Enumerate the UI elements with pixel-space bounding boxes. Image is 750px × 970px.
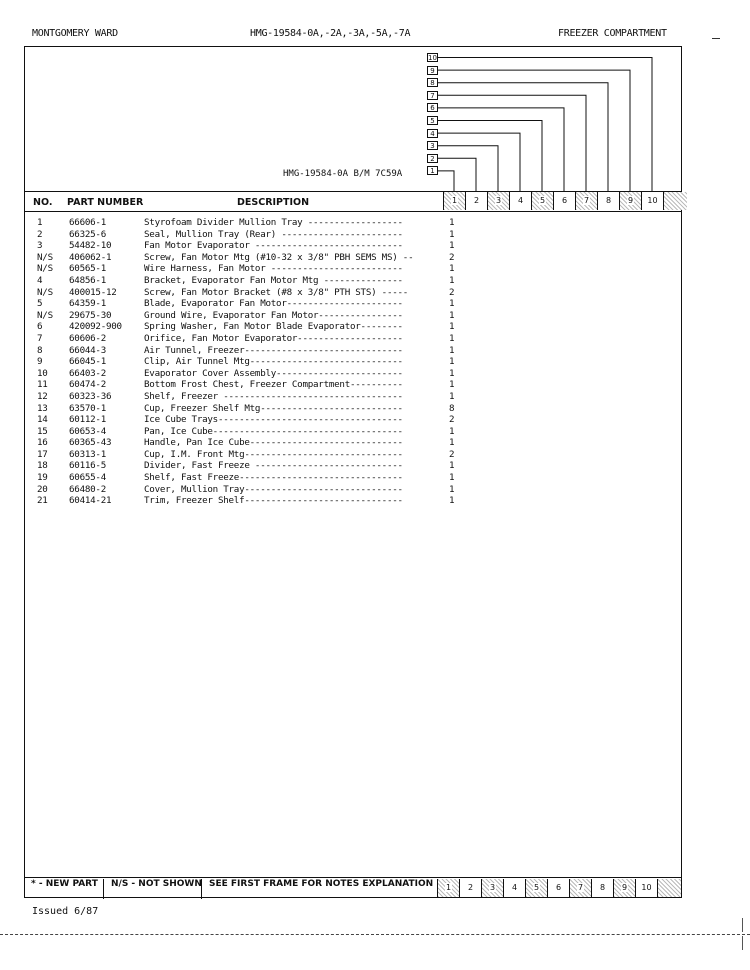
cell-part: 60116-5 — [69, 460, 106, 472]
cell-desc: Ice Cube Trays----------------------------------- — [144, 414, 403, 426]
index-line-4 — [438, 133, 520, 191]
page-bottom-rule — [0, 934, 750, 935]
cell-desc: Air Tunnel, Freezer------------------------------ — [144, 344, 403, 356]
cell-qty: 2 — [449, 251, 455, 263]
cell-qty: 2 — [449, 448, 455, 460]
cell-part: 60414-21 — [69, 495, 112, 507]
cell-desc: Styrofoam Divider Mullion Tray ------------------ — [144, 217, 403, 228]
cell-desc: Clip, Air Tunnel Mtg----------------------------- — [144, 356, 403, 368]
model-columns-bottom — [437, 879, 681, 897]
cell-qty: 1 — [449, 356, 455, 368]
index-line-3 — [438, 146, 498, 191]
cell-desc: Divider, Fast Freeze ---------------------------- — [144, 460, 403, 472]
cell-qty: 1 — [449, 460, 455, 472]
model-column-10: 10 — [635, 879, 657, 897]
cell-no: N/S — [37, 251, 53, 263]
cell-desc: Blade, Evaporator Fan Motor---------------------- — [144, 298, 403, 310]
index-box-6: 6 — [427, 103, 438, 112]
cell-desc: Bottom Frost Chest, Freezer Compartment---------- — [144, 379, 403, 391]
cell-part: 64856-1 — [69, 274, 106, 286]
cell-qty: 1 — [449, 298, 455, 310]
cell-no: 12 — [37, 390, 48, 402]
cell-qty: 1 — [449, 217, 455, 228]
cell-desc: Screw, Fan Motor Mtg (#10-32 x 3/8" PBH SEMS MS) -- — [144, 251, 414, 263]
cell-part: 60112-1 — [69, 414, 106, 426]
cell-no: 21 — [37, 495, 48, 507]
cell-part: 63570-1 — [69, 402, 106, 414]
index-box-2: 2 — [427, 154, 438, 163]
cell-qty: 1 — [449, 332, 455, 344]
cell-part: 406062-1 — [69, 251, 112, 263]
cell-qty: 1 — [449, 321, 455, 333]
cell-no: 6 — [37, 321, 43, 333]
cell-desc: Shelf, Fast Freeze------------------------------- — [144, 472, 403, 484]
cell-desc: Fan Motor Evaporator ---------------------------- — [144, 240, 403, 252]
index-box-7: 7 — [427, 91, 438, 100]
model-column-2: 2 — [459, 879, 481, 897]
margin-mark — [742, 918, 743, 932]
cell-no: 11 — [37, 379, 48, 391]
cell-qty: 1 — [449, 367, 455, 379]
cell-desc: Trim, Freezer Shelf------------------------------ — [144, 495, 403, 507]
cell-qty: 1 — [449, 483, 455, 495]
model-column-4: 4 — [503, 879, 525, 897]
cell-desc: Shelf, Freezer ---------------------------------- — [144, 390, 403, 402]
cell-qty: 2 — [449, 286, 455, 298]
col-header-description: DESCRIPTION — [237, 197, 310, 208]
cell-no: 9 — [37, 356, 43, 368]
model-column-end — [657, 879, 681, 897]
footer-new-part: * - NEW PART — [31, 879, 98, 889]
cell-no: 3 — [37, 240, 43, 252]
model-column-end — [663, 192, 687, 210]
cell-qty: 1 — [449, 344, 455, 356]
cell-part: 66045-1 — [69, 356, 106, 368]
footer-not-shown: N/S - NOT SHOWN — [111, 879, 202, 889]
cell-qty: 2 — [449, 414, 455, 426]
index-line-2 — [438, 158, 476, 191]
cell-no: N/S — [37, 309, 53, 321]
model-column-3: 3 — [487, 192, 509, 210]
cell-qty: 1 — [449, 390, 455, 402]
cell-desc: Ground Wire, Evaporator Fan Motor---------------- — [144, 309, 403, 321]
model-column-6: 6 — [553, 192, 575, 210]
cell-desc: Bracket, Evaporator Fan Motor Mtg --------------- — [144, 274, 403, 286]
index-box-4: 4 — [427, 129, 438, 138]
cell-no: 18 — [37, 460, 48, 472]
cell-no: 19 — [37, 472, 48, 484]
model-column-5: 5 — [531, 192, 553, 210]
index-box-9: 9 — [427, 66, 438, 75]
cell-desc: Evaporator Cover Assembly------------------------ — [144, 367, 403, 379]
index-line-9 — [438, 70, 630, 191]
model-column-9: 9 — [613, 879, 635, 897]
cell-desc: Orifice, Fan Motor Evaporator-------------------- — [144, 332, 403, 344]
corner-mark — [712, 38, 720, 39]
model-column-8: 8 — [591, 879, 613, 897]
cell-part: 60365-43 — [69, 437, 112, 449]
cell-no: 13 — [37, 402, 48, 414]
index-box-1: 1 — [427, 166, 438, 175]
model-column-4: 4 — [509, 192, 531, 210]
cell-qty: 1 — [449, 472, 455, 484]
cell-desc: Spring Washer, Fan Motor Blade Evaporator-------- — [144, 321, 403, 333]
cell-no: 10 — [37, 367, 48, 379]
cell-qty: 1 — [449, 437, 455, 449]
cell-part: 60606-2 — [69, 332, 106, 344]
cell-desc: Handle, Pan Ice Cube----------------------------- — [144, 437, 403, 449]
cell-no: 1 — [37, 217, 43, 228]
cell-desc: Cup, I.M. Front Mtg------------------------------ — [144, 448, 403, 460]
parts-list-frame — [24, 46, 682, 898]
model-column-1: 1 — [437, 879, 459, 897]
model-column-6: 6 — [547, 879, 569, 897]
cell-no: 20 — [37, 483, 48, 495]
model-column-5: 5 — [525, 879, 547, 897]
cell-no: N/S — [37, 263, 53, 275]
cell-qty: 8 — [449, 402, 455, 414]
cell-qty: 1 — [449, 228, 455, 240]
model-label: HMG-19584-0A B/M 7C59A — [283, 169, 403, 179]
cell-qty: 1 — [449, 495, 455, 507]
cell-part: 60655-4 — [69, 472, 106, 484]
model-numbers: HMG-19584-0A,-2A,-3A,-5A,-7A — [250, 28, 411, 39]
index-line-8 — [438, 83, 608, 191]
cell-desc: Screw, Fan Motor Bracket (#8 x 3/8" PTH STS) ----- — [144, 286, 409, 298]
cell-desc: Cup, Freezer Shelf Mtg--------------------------- — [144, 402, 403, 414]
issued-date: Issued 6/87 — [32, 906, 99, 917]
model-columns-top — [443, 192, 687, 210]
cell-part: 60323-36 — [69, 390, 112, 402]
cell-no: 2 — [37, 228, 43, 240]
cell-part: 60653-4 — [69, 425, 106, 437]
cell-no: 14 — [37, 414, 48, 426]
cell-desc: Wire Harness, Fan Motor ------------------------- — [144, 263, 403, 275]
cell-qty: 1 — [449, 379, 455, 391]
model-column-7: 7 — [575, 192, 597, 210]
cell-part: 420092-900 — [69, 321, 122, 333]
cell-part: 60565-1 — [69, 263, 106, 275]
model-column-8: 8 — [597, 192, 619, 210]
index-box-5: 5 — [427, 116, 438, 125]
cell-part: 54482-10 — [69, 240, 112, 252]
cell-no: 15 — [37, 425, 48, 437]
cell-no: 8 — [37, 344, 43, 356]
index-line-10 — [438, 58, 652, 192]
col-header-part-number: PART NUMBER — [67, 197, 144, 208]
cell-qty: 1 — [449, 274, 455, 286]
model-column-10: 10 — [641, 192, 663, 210]
section-title: FREEZER COMPARTMENT — [558, 28, 667, 39]
cell-part: 60313-1 — [69, 448, 106, 460]
cell-part: 64359-1 — [69, 298, 106, 310]
model-column-7: 7 — [569, 879, 591, 897]
cell-qty: 1 — [449, 425, 455, 437]
brand-name: MONTGOMERY WARD — [32, 28, 118, 39]
model-column-9: 9 — [619, 192, 641, 210]
col-header-no: NO. — [33, 197, 53, 208]
margin-mark-2 — [742, 936, 743, 950]
footer-notes: SEE FIRST FRAME FOR NOTES EXPLANATION — [209, 879, 434, 889]
cell-qty: 1 — [449, 309, 455, 321]
cell-qty: 1 — [449, 263, 455, 275]
cell-part: 66480-2 — [69, 483, 106, 495]
index-box-10: 10 — [428, 54, 437, 62]
index-box-8: 8 — [427, 78, 438, 87]
cell-no: 17 — [37, 448, 48, 460]
cell-part: 66403-2 — [69, 367, 106, 379]
cell-no: 16 — [37, 437, 48, 449]
cell-desc: Pan, Ice Cube------------------------------------ — [144, 425, 403, 437]
cell-desc: Seal, Mullion Tray (Rear) ----------------------- — [144, 228, 403, 240]
model-column-3: 3 — [481, 879, 503, 897]
cell-no: 7 — [37, 332, 43, 344]
cell-part: 66606-1 — [69, 217, 106, 228]
cell-no: N/S — [37, 286, 53, 298]
cell-qty: 1 — [449, 240, 455, 252]
index-box-3: 3 — [427, 141, 438, 150]
cell-part: 60474-2 — [69, 379, 106, 391]
cell-part: 66044-3 — [69, 344, 106, 356]
cell-part: 400015-12 — [69, 286, 117, 298]
cell-no: 4 — [37, 274, 43, 286]
cell-part: 66325-6 — [69, 228, 106, 240]
index-line-1 — [438, 171, 454, 191]
cell-desc: Cover, Mullion Tray------------------------------ — [144, 483, 403, 495]
model-column-1: 1 — [443, 192, 465, 210]
model-column-2: 2 — [465, 192, 487, 210]
cell-no: 5 — [37, 298, 43, 310]
cell-part: 29675-30 — [69, 309, 112, 321]
